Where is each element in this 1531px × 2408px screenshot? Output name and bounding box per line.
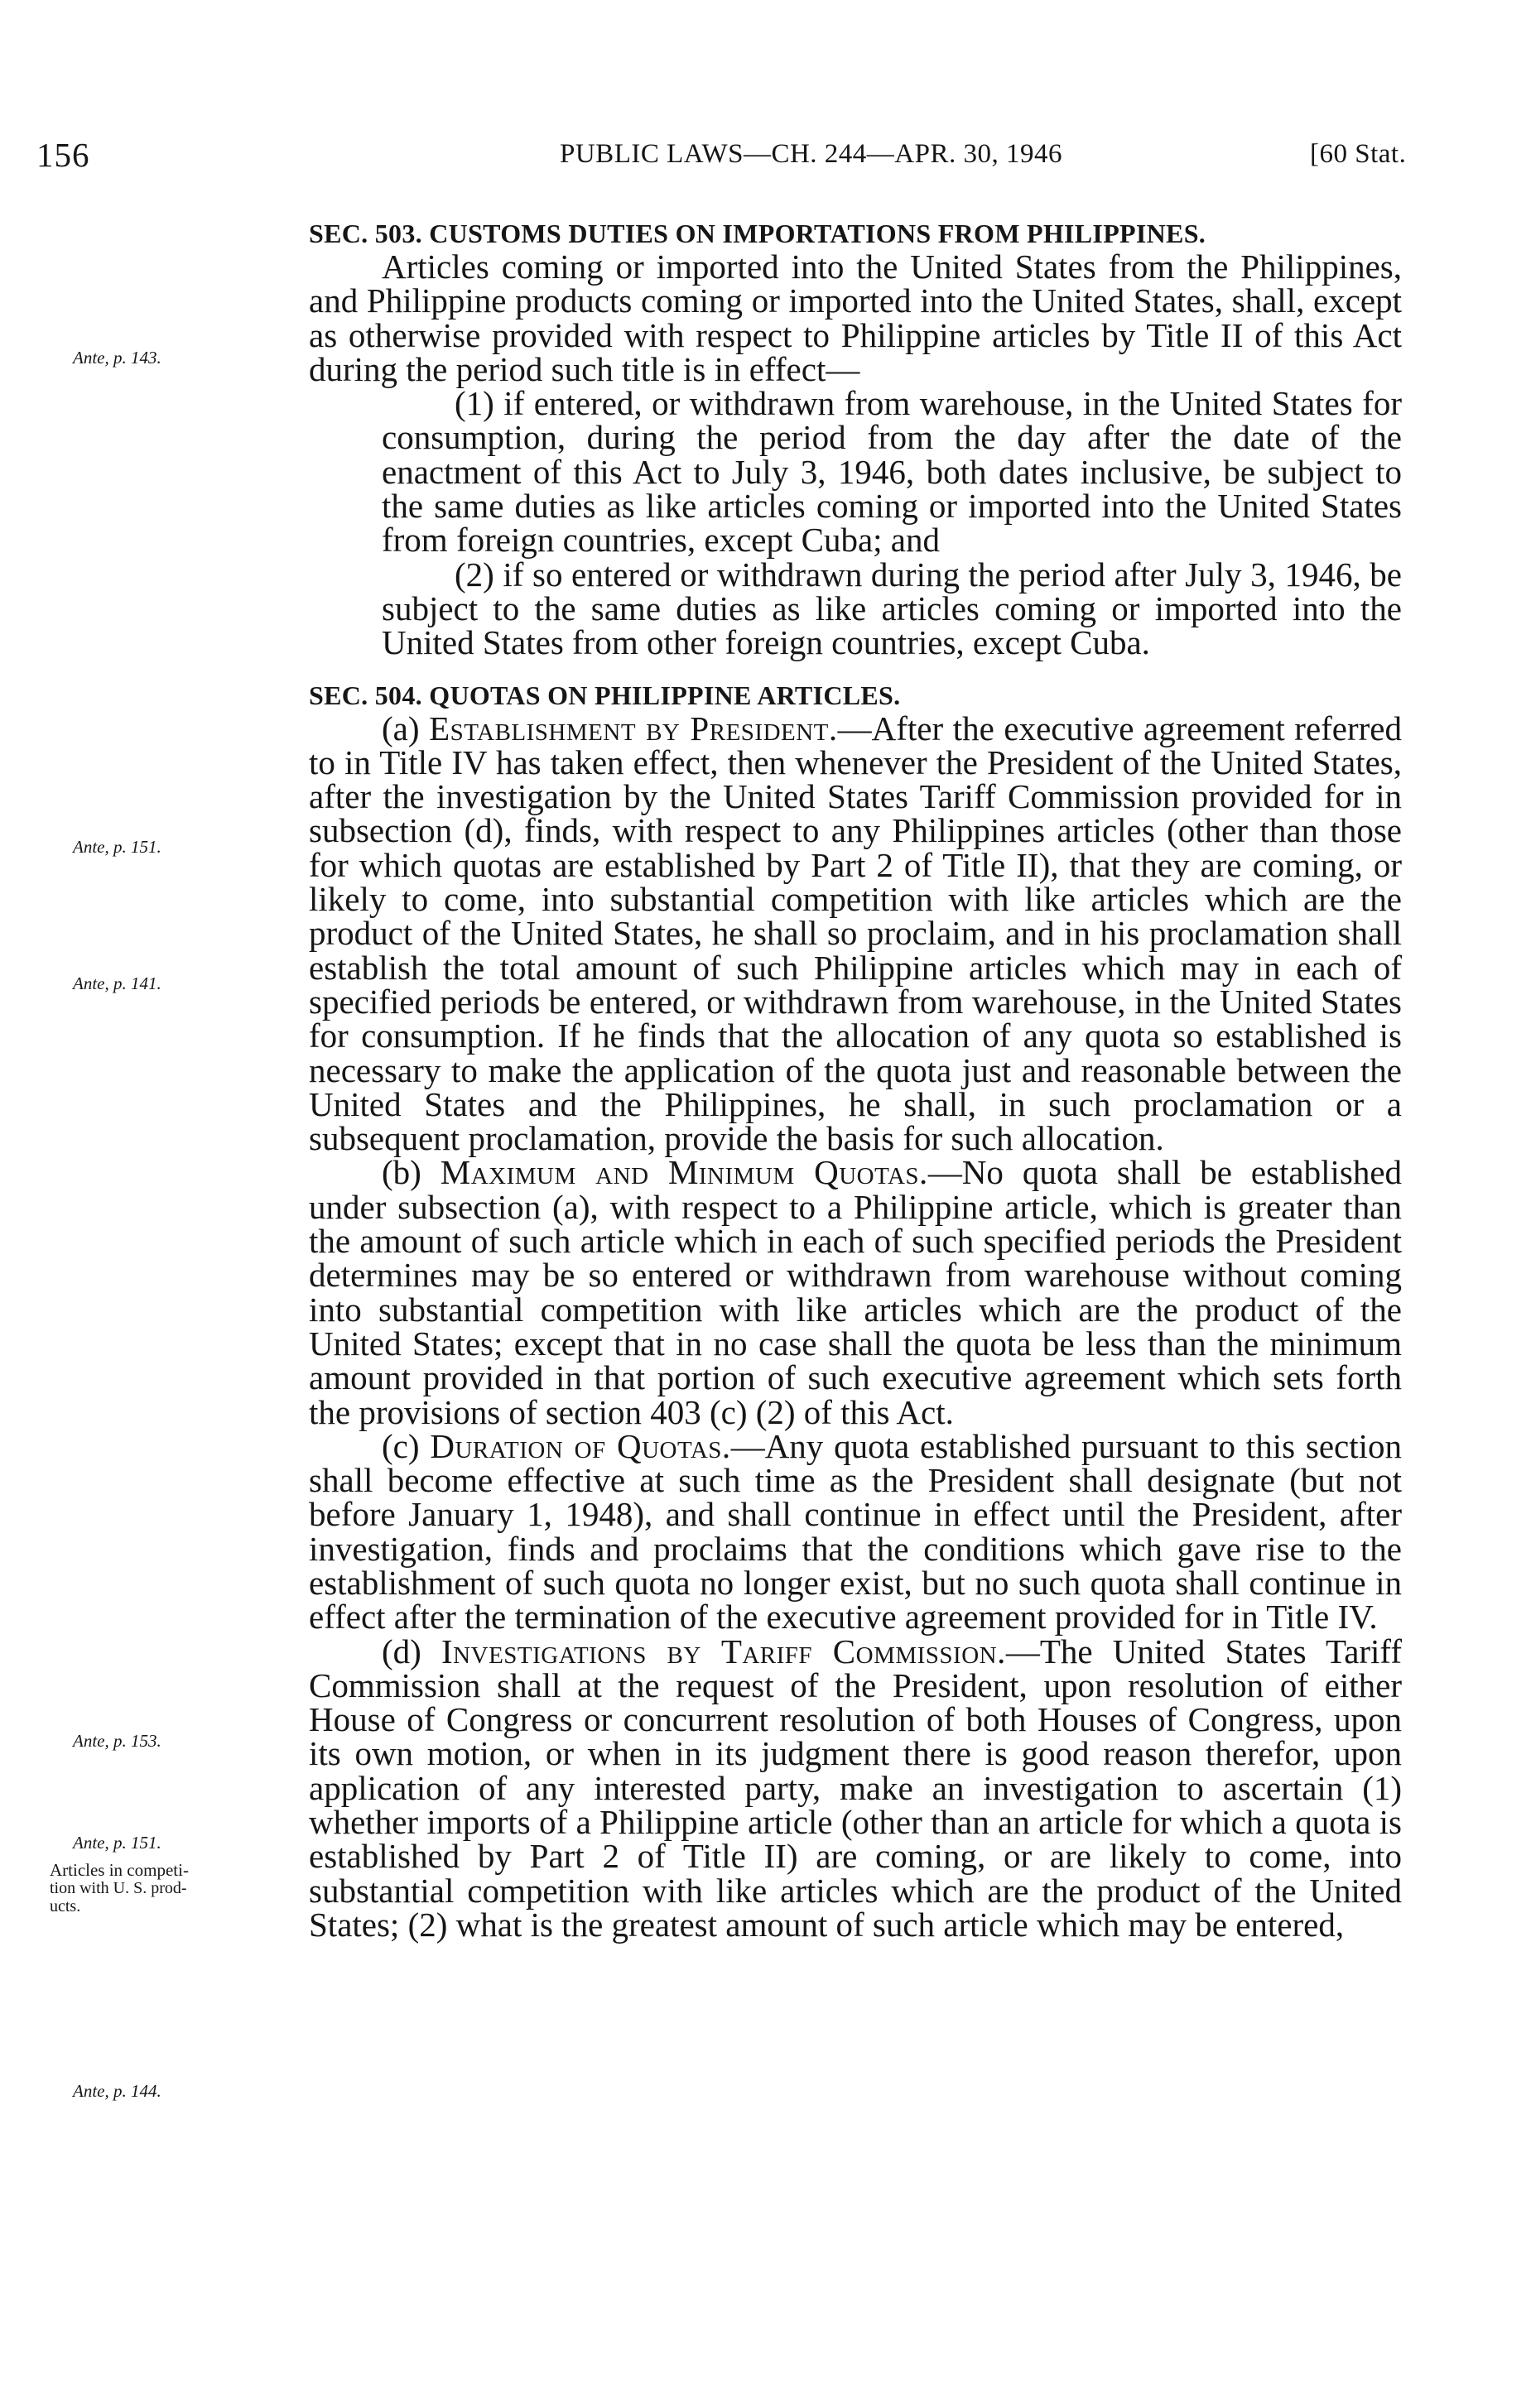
subsection-c-title: Duration of Quotas. [430, 1426, 731, 1465]
margin-note-ante-151: Ante, p. 151. [73, 837, 161, 857]
section-503-heading: SEC. 503. CUSTOMS DUTIES ON IMPORTATIONS FROM PHILIPPINES. [309, 219, 1206, 248]
subsection-b-body: —No quota shall be established under subsection (a), with respect to a Philippine article, which is greater than the amount of such article which in each of such specified periods the President determines may be so entered or withdrawn from warehouse without coming into substantial competition with like articles which are the product of the United States; except that in no case shall the quota be less than the minimum amount provided in that portion of such executive agreement which sets forth the provisions of section 403 (c) (2) of this Act. [309, 1153, 1403, 1431]
main-text [309, 217, 1402, 1942]
subsection-d [309, 1632, 1403, 1944]
margin-note-line: tion with U. S. prod- [50, 1879, 187, 1897]
section-503-item-1: (1) if entered, or withdrawn from warehouse, in the United States for consumption, during the period from the day after the date of the enactment of this Act to July 3, 1946, both dates inclusive, be subject to the same duties as like articles coming or imported into the United States from foreign countries, except Cuba; and [382, 384, 1402, 560]
page-number: 156 [36, 136, 90, 174]
subsection-b-title: Maximum and Minimum Quotas. [440, 1153, 928, 1192]
section-503-item-2: (2) if so entered or withdrawn during the period after July 3, 1946, be subject to the same duties as like articles coming or imported into the United States from other foreign countries, except Cuba. [382, 555, 1402, 662]
section-504-heading: SEC. 504. QUOTAS ON PHILIPPINE ARTICLES. [309, 680, 901, 710]
subsection-c-label: (c) [382, 1426, 420, 1465]
subsection-c-body: —Any quota established pursuant to this section shall become effective at such time as the President shall designate (but not before January 1, 1948), and shall continue in effect until the President, after investigation, finds and proclaims that the conditions which gave rise to the establishment of such quota no longer exist, but no such quota shall continue in effect after the termination of the executive agreement provided for in Title IV. [309, 1426, 1403, 1637]
subsection-d-label: (d) [382, 1632, 421, 1670]
statute-reference: [60 Stat. [1310, 139, 1407, 169]
margin-note-ante-151-b: Ante, p. 151. [73, 1833, 161, 1853]
margin-note-ante-141: Ante, p. 141. [73, 973, 161, 993]
subsection-a-body: —After the executive agreement referred to in Title IV has taken effect, then whenever the President of the United States, after the investigation by the United States Tariff Commission provided for in subsection (d), finds, with respect to any Philippines articles (other than those for which quotas are established by Part 2 of Title II), that they are coming, or likely to come, into substantial competition with like articles which are the product of the United States, he shall so proclaim, and in his proclamation shall establish the total amount of such Philippine articles which may in each of specified periods be entered, or withdrawn from warehouse, in the United States for consumption. If he finds that the allocation of any quota so established is necessary to make the application of the quota just and reasonable between the United States and the Philippines, he shall, in such proclamation or a subsequent proclamation, provide the basis for such allocation. [309, 709, 1402, 1158]
subsection-d-body: —The United States Tariff Commission shall at the request of the President, upon resolution of either House of Congress or concurrent resolution of both Houses of Congress, upon its own motion, or when in its judgment there is good reason therefor, upon application of any interested party, make an investigation to ascertain (1) whether imports of a Philippine article (other than an article for which a quota is established by Part 2 of Title II) are coming, or are likely to come, into substantial competition with like articles which are the product of the United States; (2) what is the greatest amount of such article which may be entered, [309, 1632, 1403, 1944]
subsection-a-title: Establishment by President. [429, 709, 838, 747]
subsection-a [309, 709, 1402, 1158]
subsection-a-label: (a) [382, 709, 420, 747]
subsection-b-label: (b) [382, 1153, 421, 1192]
margin-notes [0, 0, 282, 2408]
margin-note-ante-144: Ante, p. 144. [73, 2081, 161, 2101]
running-title: PUBLIC LAWS—CH. 244—APR. 30, 1946 [560, 139, 1062, 169]
margin-note-line: ucts. [50, 1897, 81, 1915]
margin-note-line: Articles in competi- [50, 1860, 189, 1880]
section-503-intro: Articles coming or imported into the United States from the Philippines, and Philippine products coming or imported into the United States, shall, except as otherwise provided with respect to Philippine articles by Title II of this Act during the period such title is in effect— [309, 248, 1402, 388]
subsection-c [309, 1426, 1403, 1637]
subsection-d-title: Investigations by Tariff Commission. [441, 1632, 1006, 1670]
margin-note-ante-143: Ante, p. 143. [73, 348, 161, 368]
subsection-b [309, 1153, 1403, 1431]
margin-note-competition [50, 1861, 225, 1915]
margin-note-ante-153: Ante, p. 153. [73, 1731, 161, 1751]
